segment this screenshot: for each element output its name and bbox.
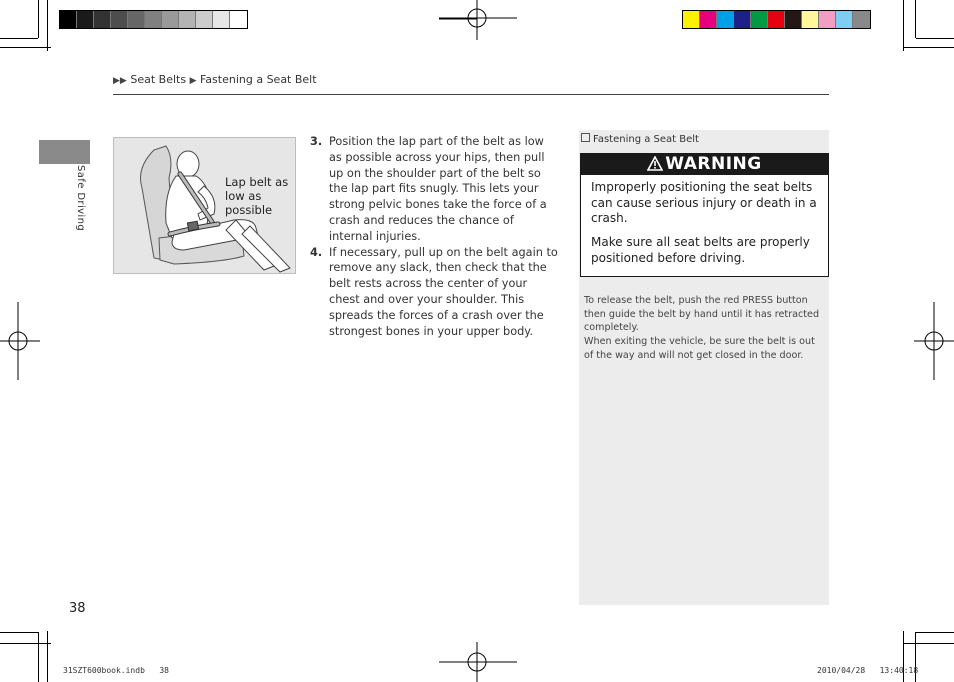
crop-mark bbox=[916, 632, 954, 633]
breadcrumb-arrow-icon: ▶▶ bbox=[113, 76, 127, 86]
color-swatch bbox=[683, 11, 700, 28]
color-swatch bbox=[230, 11, 247, 28]
step-number: 4. bbox=[310, 245, 323, 259]
page-number: 38 bbox=[69, 601, 86, 616]
crop-mark bbox=[916, 38, 954, 39]
crop-mark bbox=[38, 0, 39, 38]
color-swatch bbox=[802, 11, 819, 28]
footer-timestamp: 2010/04/28 13:40:18 bbox=[817, 666, 919, 675]
step-item bbox=[310, 245, 558, 340]
step-text: If necessary, pull up on the belt again to remove any slack, then check that the belt rests across the center of your chest and over your shoulder. This spreads the forces of a crash over the strongest bones in your upper body. bbox=[329, 245, 558, 338]
panel-title bbox=[581, 133, 699, 145]
registration-mark-icon bbox=[914, 302, 954, 380]
instruction-steps bbox=[310, 134, 558, 339]
panel-title-text: Fastening a Seat Belt bbox=[593, 134, 699, 145]
color-swatch bbox=[717, 11, 734, 28]
step-text: Position the lap part of the belt as low as possible across your hips, then pull up on the shoulder part of the belt so the lap part fits snugly. This lets your strong pelvic bones take the force of a crash and reduces the chance of internal injuries. bbox=[329, 135, 547, 243]
color-swatch bbox=[128, 11, 145, 28]
registration-mark-icon bbox=[439, 0, 517, 40]
color-swatch bbox=[700, 11, 717, 28]
illustration-label: Lap belt as low as possible bbox=[225, 175, 289, 217]
color-swatch bbox=[77, 11, 94, 28]
crop-mark bbox=[903, 47, 954, 48]
crop-mark bbox=[915, 0, 916, 38]
color-swatch bbox=[162, 11, 179, 28]
panel-note: To release the belt, push the red PRESS button then guide the belt by hand until it has retracted completely. When exiting the vehicle, be sure the belt is out of the way and will not get closed in the door. bbox=[584, 295, 820, 361]
warning-header bbox=[581, 154, 828, 175]
header-rule bbox=[113, 94, 829, 95]
crop-mark bbox=[0, 643, 51, 644]
color-swatch bbox=[768, 11, 785, 28]
registration-mark-icon bbox=[439, 642, 517, 682]
color-swatch bbox=[819, 11, 836, 28]
color-swatch bbox=[145, 11, 162, 28]
step-number: 3. bbox=[310, 135, 323, 148]
color-swatch bbox=[734, 11, 751, 28]
crop-mark bbox=[0, 47, 51, 48]
warning-paragraph: Make sure all seat belts are properly positioned before driving. bbox=[591, 235, 810, 265]
color-swatch bbox=[60, 11, 77, 28]
breadcrumb bbox=[113, 73, 317, 86]
color-swatch bbox=[785, 11, 802, 28]
crop-mark bbox=[0, 632, 38, 633]
reference-box-icon bbox=[581, 133, 590, 142]
crop-mark bbox=[38, 632, 39, 682]
crop-mark bbox=[0, 38, 38, 39]
breadcrumb-item[interactable]: Fastening a Seat Belt bbox=[199, 73, 317, 86]
color-swatch bbox=[853, 11, 870, 28]
crop-mark bbox=[903, 0, 904, 51]
crop-mark bbox=[47, 631, 48, 682]
color-swatch bbox=[179, 11, 196, 28]
color-swatch bbox=[213, 11, 230, 28]
crop-mark bbox=[47, 0, 48, 51]
section-tab-label: Safe Driving bbox=[75, 165, 86, 232]
gray-color-bar bbox=[59, 10, 248, 29]
footer-file-info: 31SZT600book.indb 38 bbox=[63, 666, 169, 675]
color-swatch bbox=[94, 11, 111, 28]
color-swatch bbox=[196, 11, 213, 28]
color-swatch bbox=[751, 11, 768, 28]
step-item bbox=[310, 134, 558, 245]
warning-triangle-icon bbox=[647, 156, 663, 171]
section-tab[interactable] bbox=[39, 140, 90, 164]
registration-mark-icon bbox=[0, 302, 40, 380]
breadcrumb-separator-icon: ▶ bbox=[189, 76, 197, 86]
color-bar bbox=[682, 10, 871, 29]
crop-mark bbox=[903, 643, 954, 644]
warning-paragraph: Improperly positioning the seat belts can cause serious injury or death in a crash. bbox=[591, 180, 817, 226]
breadcrumb-item[interactable]: Seat Belts bbox=[130, 73, 187, 86]
color-swatch bbox=[836, 11, 853, 28]
warning-title: WARNING bbox=[665, 154, 762, 174]
color-swatch bbox=[111, 11, 128, 28]
